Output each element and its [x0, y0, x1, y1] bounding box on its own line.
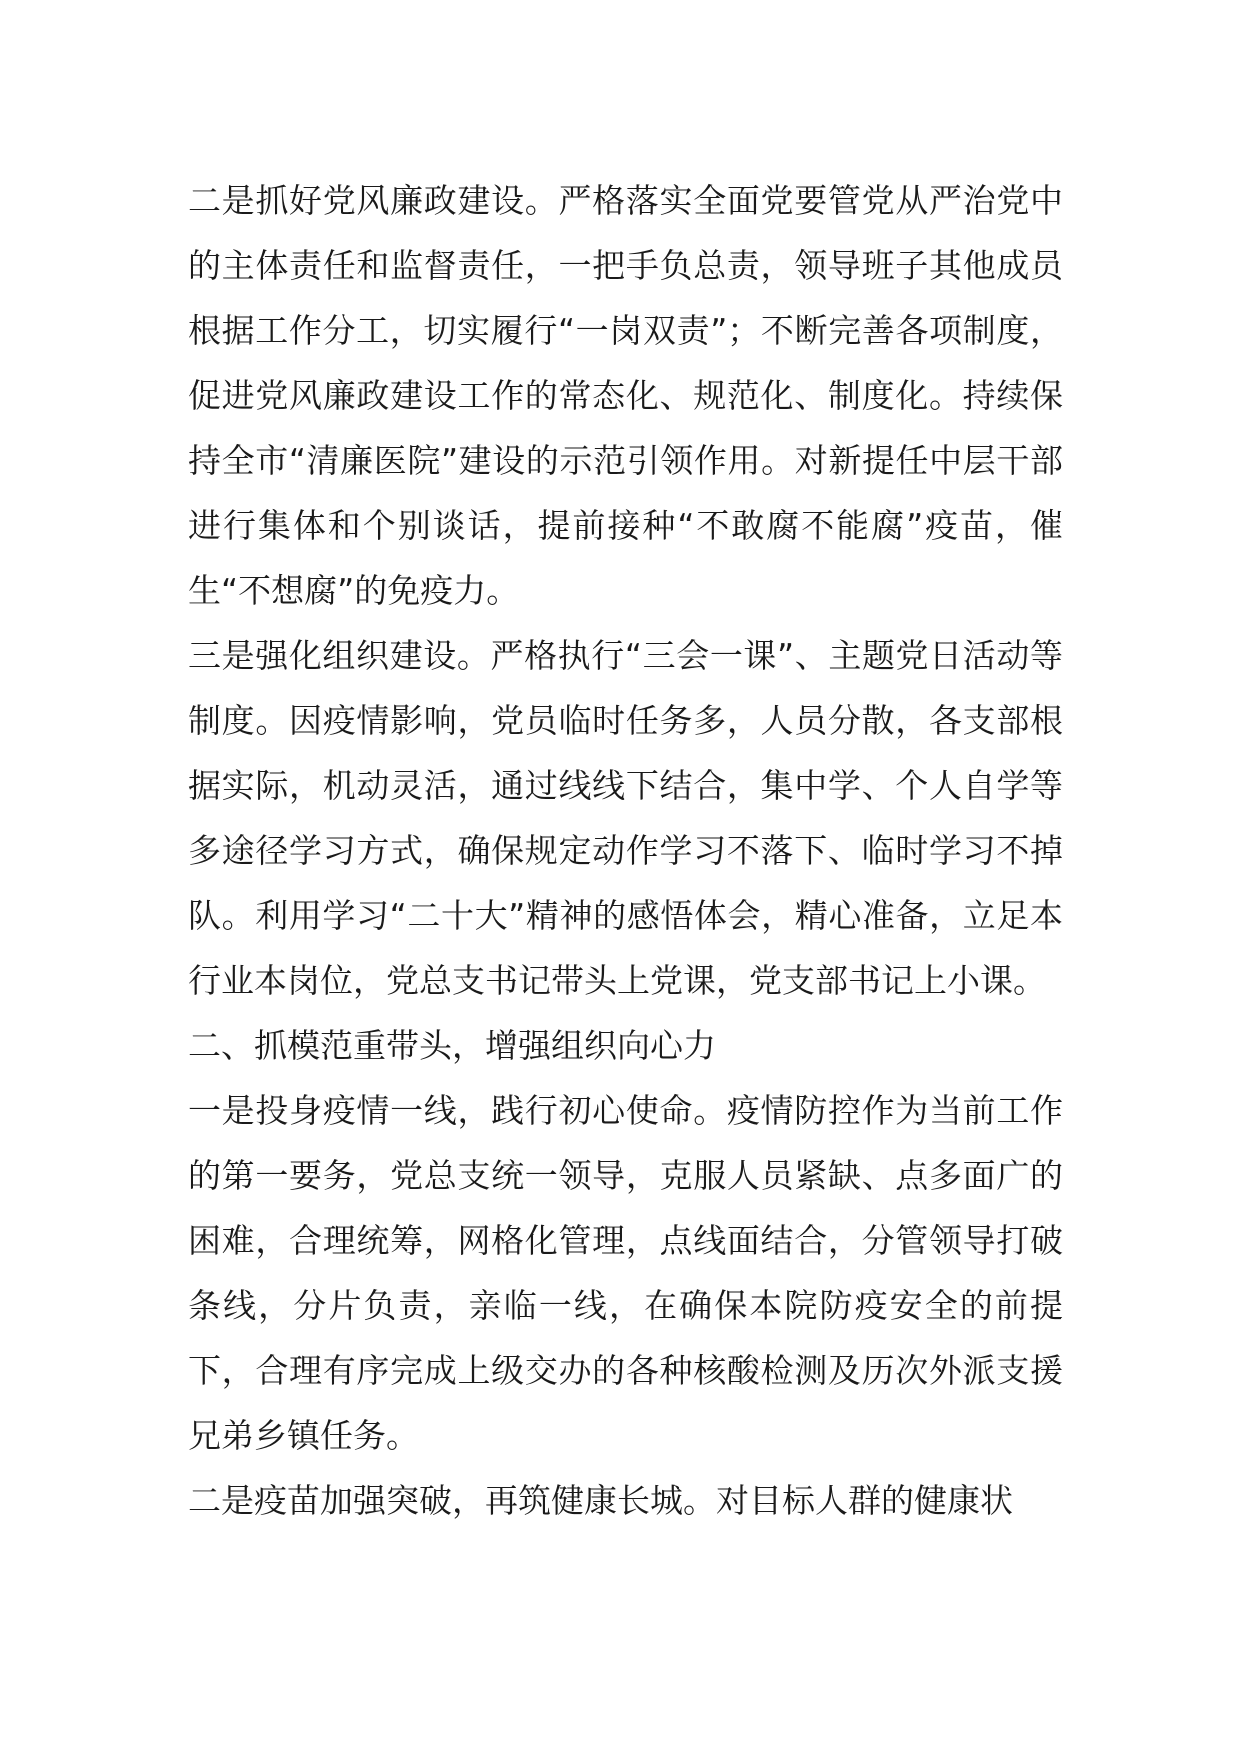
paragraph-epidemic-frontline: 一是投身疫情一线，践行初心使命。疫情防控作为当前工作的第一要务，党总支统一领导，克服人员紧缺、点多面广的困难，合理统筹，网格化管理，点线面结合，分管领导打破条线，分片负责，亲临一线，在确保本院防疫安全的前提下，合理有序完成上级交办的各种核酸检测及历次外派支援兄弟乡镇任务。: [188, 1091, 1063, 1455]
paragraph-vaccine-breakthrough: 二是疫苗加强突破，再筑健康长城。对目标人群的健康状: [188, 1481, 1013, 1520]
paragraph-organization-building: 三是强化组织建设。严格执行“三会一课”、主题党日活动等制度。因疫情影响，党员临时任务多，人员分散，各支部根据实际，机动灵活，通过线线下结合，集中学、个人自学等多途径学习方式，确保规定动作学习不落下、临时学习不掉队。利用学习“二十大”精神的感悟体会，精心准备，立足本行业本岗位，党总支书记带头上党课，党支部书记上小课。: [188, 636, 1063, 1000]
paragraph-party-conduct: 二是抓好党风廉政建设。严格落实全面党要管党从严治党中的主体责任和监督责任，一把手负总责，领导班子其他成员根据工作分工，切实履行“一岗双责”；不断完善各项制度，促进党风廉政建设工作的常态化、规范化、制度化。持续保持全市“清廉医院”建设的示范引领作用。对新提任中层干部进行集体和个别谈话，提前接种“不敢腐不能腐”疫苗，催生“不想腐”的免疫力。: [188, 181, 1063, 610]
section-heading-role-models: 二、抓模范重带头，增强组织向心力: [188, 1026, 716, 1065]
document-body: [188, 168, 1063, 1533]
